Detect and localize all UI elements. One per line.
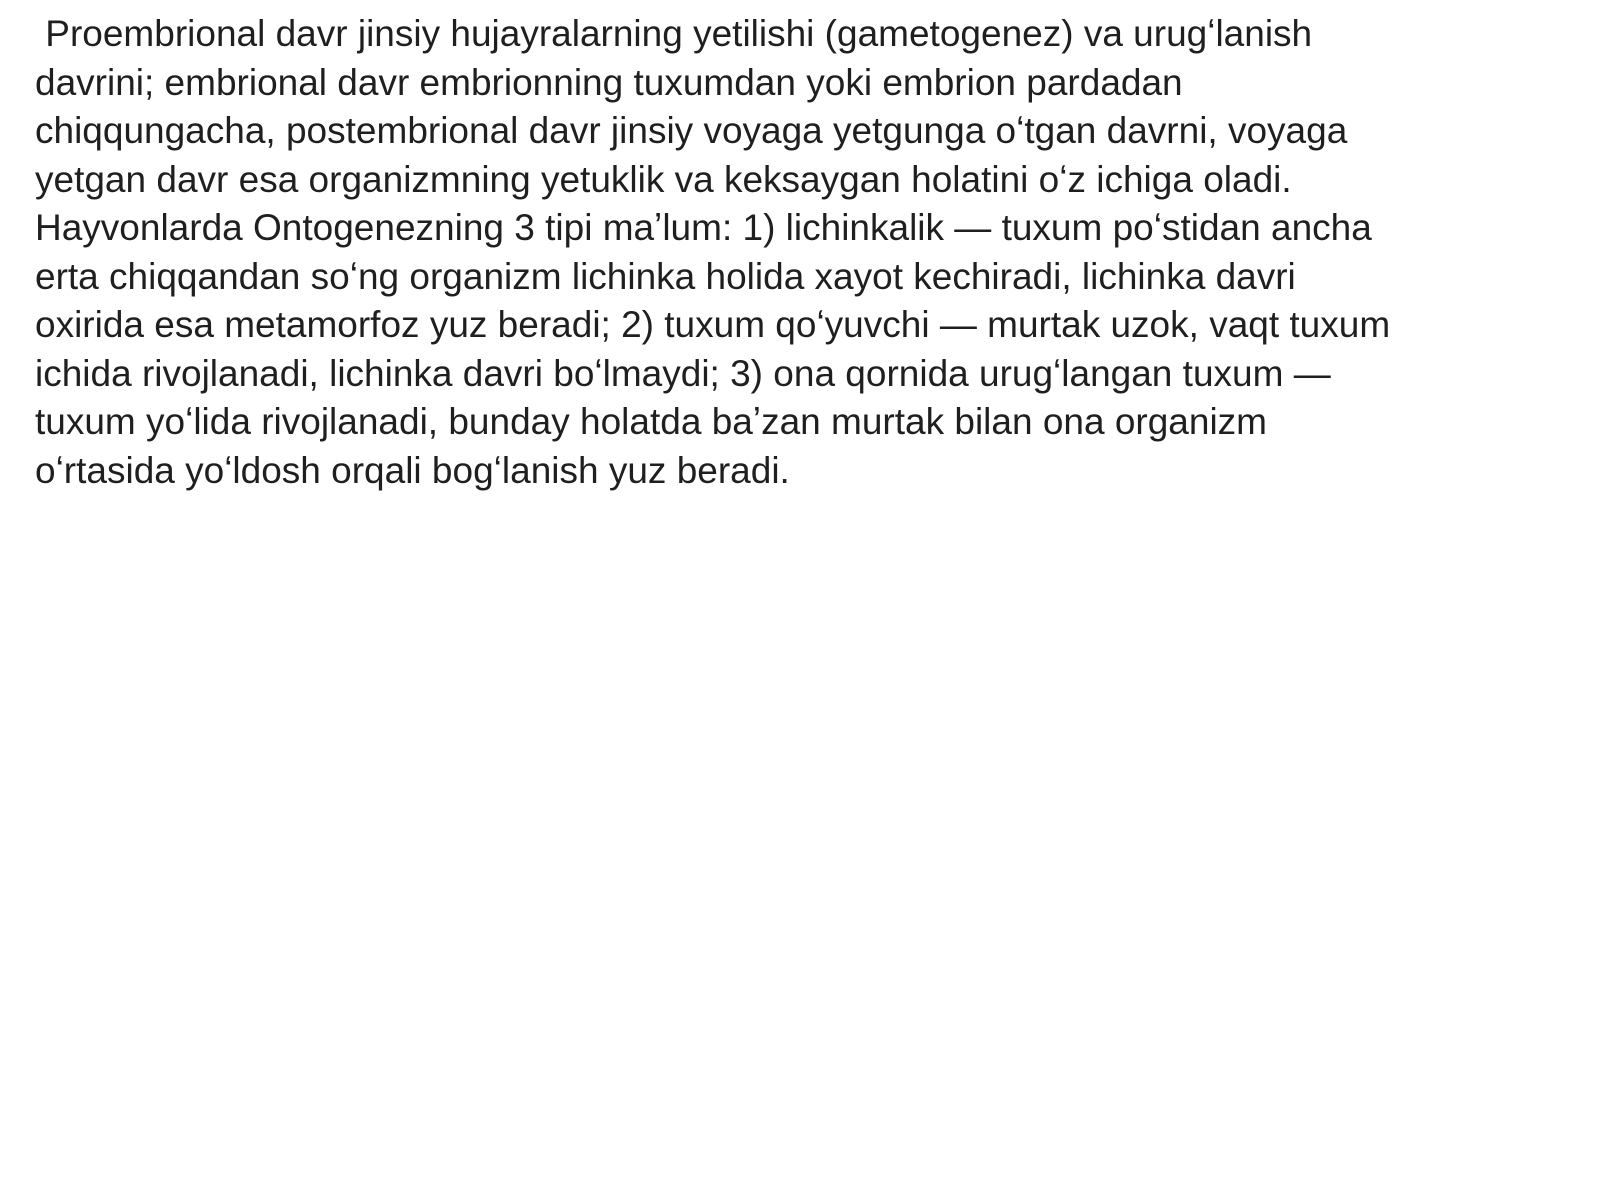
body-paragraph <box>35 10 1565 495</box>
text-line: davrini; embrional davr embrionning tuxumdan yoki embrion pardadan <box>35 61 1183 103</box>
text-line: oxirida esa metamorfoz yuz beradi; 2) tuxum qoʻyuvchi — murtak uzok, vaqt tuxum <box>35 304 1391 345</box>
text-line: erta chiqqandan soʻng organizm lichinka holida xayot kechiradi, lichinka davri <box>35 255 1296 297</box>
text-line: oʻrtasida yoʻldosh orqali bogʻlanish yuz beradi. <box>35 449 790 491</box>
text-line: chiqqungacha, postembrional davr jinsiy voyaga yetgunga oʻtgan davrni, voyaga <box>35 110 1348 151</box>
text-line: ichida rivojlanadi, lichinka davri boʻlmaydi; 3) ona qornida urugʻlangan tuxum — <box>35 352 1331 394</box>
text-line: Proembrional davr jinsiy hujayralarning yetilishi (gametogenez) va urugʻlanish <box>35 13 1313 54</box>
text-line: tuxum yoʻlida rivojlanadi, bunday holatda baʼzan murtak bilan ona organizm <box>35 401 1268 442</box>
text-line: Hayvonlarda Ontogenezning 3 tipi maʼlum: 1) lichinkalik — tuxum poʻstidan ancha <box>35 207 1372 248</box>
text-line: yetgan davr esa organizmning yetuklik va keksaygan holatini oʻz ichiga oladi. <box>35 158 1292 200</box>
